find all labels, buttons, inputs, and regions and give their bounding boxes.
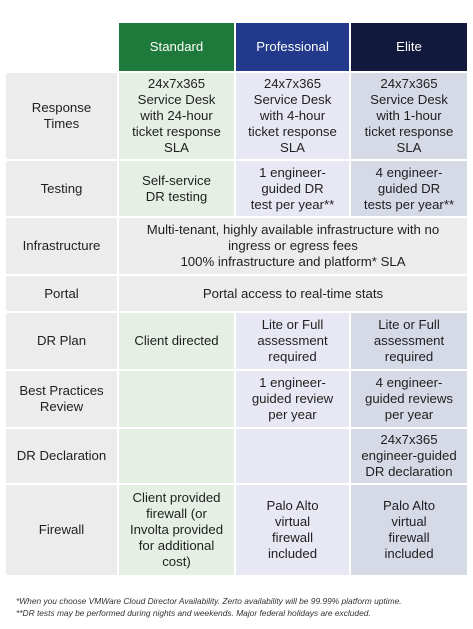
row-label: Firewall <box>5 484 118 576</box>
cell-professional <box>235 428 350 484</box>
cell-standard: Client provided firewall (or Involta provided for additional cost) <box>118 484 235 576</box>
row-label: Best Practices Review <box>5 370 118 428</box>
cell-elite: 4 engineer- guided DR tests per year** <box>350 160 468 217</box>
footnotes <box>16 595 466 619</box>
cell-professional: 24x7x365 Service Desk with 4-hour ticket response SLA <box>235 72 350 160</box>
cell-standard <box>118 428 235 484</box>
header-blank-cell <box>5 22 118 72</box>
row-label: Portal <box>5 275 118 312</box>
cell-professional: Lite or Full assessment required <box>235 312 350 370</box>
cell-elite: 4 engineer- guided reviews per year <box>350 370 468 428</box>
row-portal <box>5 275 468 312</box>
cell-standard <box>118 370 235 428</box>
row-best-practices-review <box>5 370 468 428</box>
service-tier-comparison-table <box>4 21 469 577</box>
row-dr-declaration <box>5 428 468 484</box>
header-elite: Elite <box>350 22 468 72</box>
row-label: DR Declaration <box>5 428 118 484</box>
cell-professional: 1 engineer- guided review per year <box>235 370 350 428</box>
row-label: Testing <box>5 160 118 217</box>
row-response-times <box>5 72 468 160</box>
row-label: Response Times <box>5 72 118 160</box>
cell-standard: 24x7x365 Service Desk with 24-hour ticket response SLA <box>118 72 235 160</box>
row-label: DR Plan <box>5 312 118 370</box>
header-professional: Professional <box>235 22 350 72</box>
cell-standard: Self-service DR testing <box>118 160 235 217</box>
row-infrastructure <box>5 217 468 275</box>
cell-professional: Palo Alto virtual firewall included <box>235 484 350 576</box>
cell-elite: Lite or Full assessment required <box>350 312 468 370</box>
cell-standard: Client directed <box>118 312 235 370</box>
footnote-platform: *When you choose VMWare Cloud Director Availability. Zerto availability will be 99.99% platform uptime. <box>16 596 402 606</box>
footnote-dr-tests: **DR tests may be performed during nights and weekends. Major federal holidays are excluded. <box>16 608 371 618</box>
cell-professional: 1 engineer- guided DR test per year** <box>235 160 350 217</box>
row-label: Infrastructure <box>5 217 118 275</box>
cell-elite: Palo Alto virtual firewall included <box>350 484 468 576</box>
header-standard: Standard <box>118 22 235 72</box>
cell-elite: 24x7x365 engineer-guided DR declaration <box>350 428 468 484</box>
row-testing <box>5 160 468 217</box>
cell-all-tiers: Multi-tenant, highly available infrastructure with no ingress or egress fees 100% infrastructure and platform* SLA <box>118 217 468 275</box>
header-row <box>5 22 468 72</box>
cell-elite: 24x7x365 Service Desk with 1-hour ticket response SLA <box>350 72 468 160</box>
row-firewall <box>5 484 468 576</box>
row-dr-plan <box>5 312 468 370</box>
cell-all-tiers: Portal access to real-time stats <box>118 275 468 312</box>
